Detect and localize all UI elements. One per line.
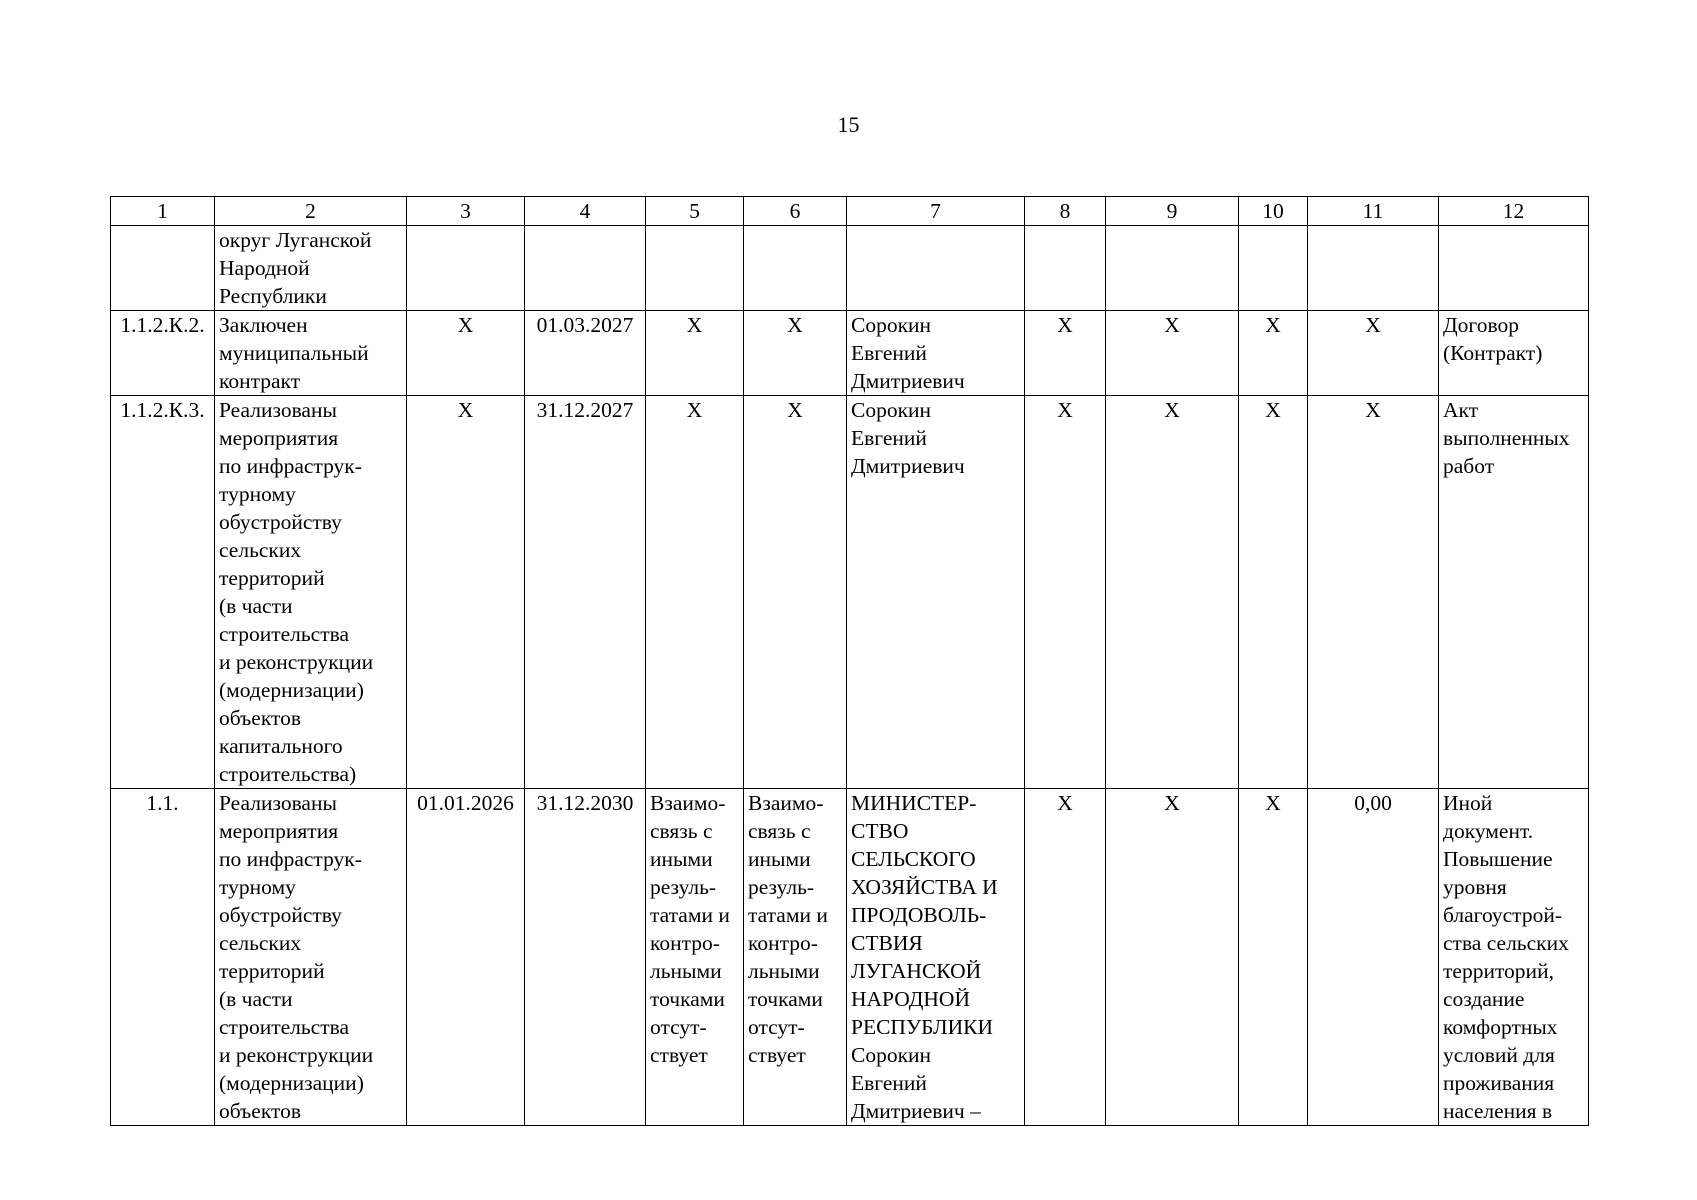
document-type-cell: Иной документ. Повышение уровня благоустрой- ства сельских территорий, создание комфортных условий для проживания населения в <box>1439 789 1589 1126</box>
row-number-cell: 1.1.2.К.2. <box>111 311 215 396</box>
table-cell: Х <box>1239 396 1308 789</box>
relationship-cell: Взаимо- связь с иными резуль- татами и контро- льными точками отсут- ствует <box>646 789 744 1126</box>
document-table <box>110 196 1589 1126</box>
table-cell <box>1025 226 1106 311</box>
table-row <box>111 311 1589 396</box>
table-cell: Х <box>646 311 744 396</box>
table-cell: Х <box>1106 396 1239 789</box>
column-header: 8 <box>1025 197 1106 226</box>
end-date-cell: 01.03.2027 <box>525 311 646 396</box>
table-row <box>111 789 1589 1126</box>
table-cell: Х <box>1308 311 1439 396</box>
table-row <box>111 396 1589 789</box>
result-description-cell: Реализованы мероприятия по инфраструк- турному обустройству сельских территорий (в части строительства и реконструкции (модернизации) объектов капитального строительства) <box>215 396 407 789</box>
column-header: 5 <box>646 197 744 226</box>
table-row <box>111 226 1589 311</box>
row-number-cell: 1.1.2.К.3. <box>111 396 215 789</box>
budget-cell: 0,00 <box>1308 789 1439 1126</box>
start-date-cell: Х <box>407 311 525 396</box>
relationship-cell: Взаимо- связь с иными резуль- татами и контро- льными точками отсут- ствует <box>744 789 847 1126</box>
table-cell <box>646 226 744 311</box>
table-cell: Х <box>646 396 744 789</box>
document-type-cell: Договор (Контракт) <box>1439 311 1589 396</box>
column-header: 1 <box>111 197 215 226</box>
column-header: 7 <box>847 197 1025 226</box>
table-cell <box>744 226 847 311</box>
column-header: 10 <box>1239 197 1308 226</box>
document-type-cell: Акт выполненных работ <box>1439 396 1589 789</box>
row-number-cell: 1.1. <box>111 789 215 1126</box>
table-cell: Х <box>1106 311 1239 396</box>
responsible-cell: Сорокин Евгений Дмитриевич <box>847 311 1025 396</box>
end-date-cell: 31.12.2030 <box>525 789 646 1126</box>
column-header: 2 <box>215 197 407 226</box>
table-cell: Х <box>1239 311 1308 396</box>
start-date-cell <box>407 226 525 311</box>
table-cell <box>1106 226 1239 311</box>
table-cell: Х <box>1025 311 1106 396</box>
column-header: 3 <box>407 197 525 226</box>
table-cell <box>1308 226 1439 311</box>
start-date-cell: 01.01.2026 <box>407 789 525 1126</box>
row-number-cell <box>111 226 215 311</box>
column-header: 12 <box>1439 197 1589 226</box>
table-cell: Х <box>1025 396 1106 789</box>
column-header: 9 <box>1106 197 1239 226</box>
table-cell: Х <box>1025 789 1106 1126</box>
table-cell: Х <box>744 396 847 789</box>
result-description-cell: округ Луганской Народной Республики <box>215 226 407 311</box>
responsible-cell <box>847 226 1025 311</box>
column-header: 11 <box>1308 197 1439 226</box>
page-number: 15 <box>837 112 860 137</box>
result-description-cell: Реализованы мероприятия по инфраструк- турному обустройству сельских территорий (в части строительства и реконструкции (модернизации) объектов <box>215 789 407 1126</box>
document-type-cell <box>1439 226 1589 311</box>
end-date-cell: 31.12.2027 <box>525 396 646 789</box>
table-cell: Х <box>1308 396 1439 789</box>
result-description-cell: Заключен муниципальный контракт <box>215 311 407 396</box>
responsible-cell: Сорокин Евгений Дмитриевич <box>847 396 1025 789</box>
end-date-cell <box>525 226 646 311</box>
column-header: 6 <box>744 197 847 226</box>
table-header-row <box>111 197 1589 226</box>
table-cell: Х <box>1239 789 1308 1126</box>
table-cell: Х <box>1106 789 1239 1126</box>
table-cell <box>1239 226 1308 311</box>
start-date-cell: Х <box>407 396 525 789</box>
table-cell: Х <box>744 311 847 396</box>
column-header: 4 <box>525 197 646 226</box>
responsible-cell: МИНИСТЕР- СТВО СЕЛЬСКОГО ХОЗЯЙСТВА И ПРОДОВОЛЬ- СТВИЯ ЛУГАНСКОЙ НАРОДНОЙ РЕСПУБЛИКИ Сорокин Евгений Дмитриевич – <box>847 789 1025 1126</box>
